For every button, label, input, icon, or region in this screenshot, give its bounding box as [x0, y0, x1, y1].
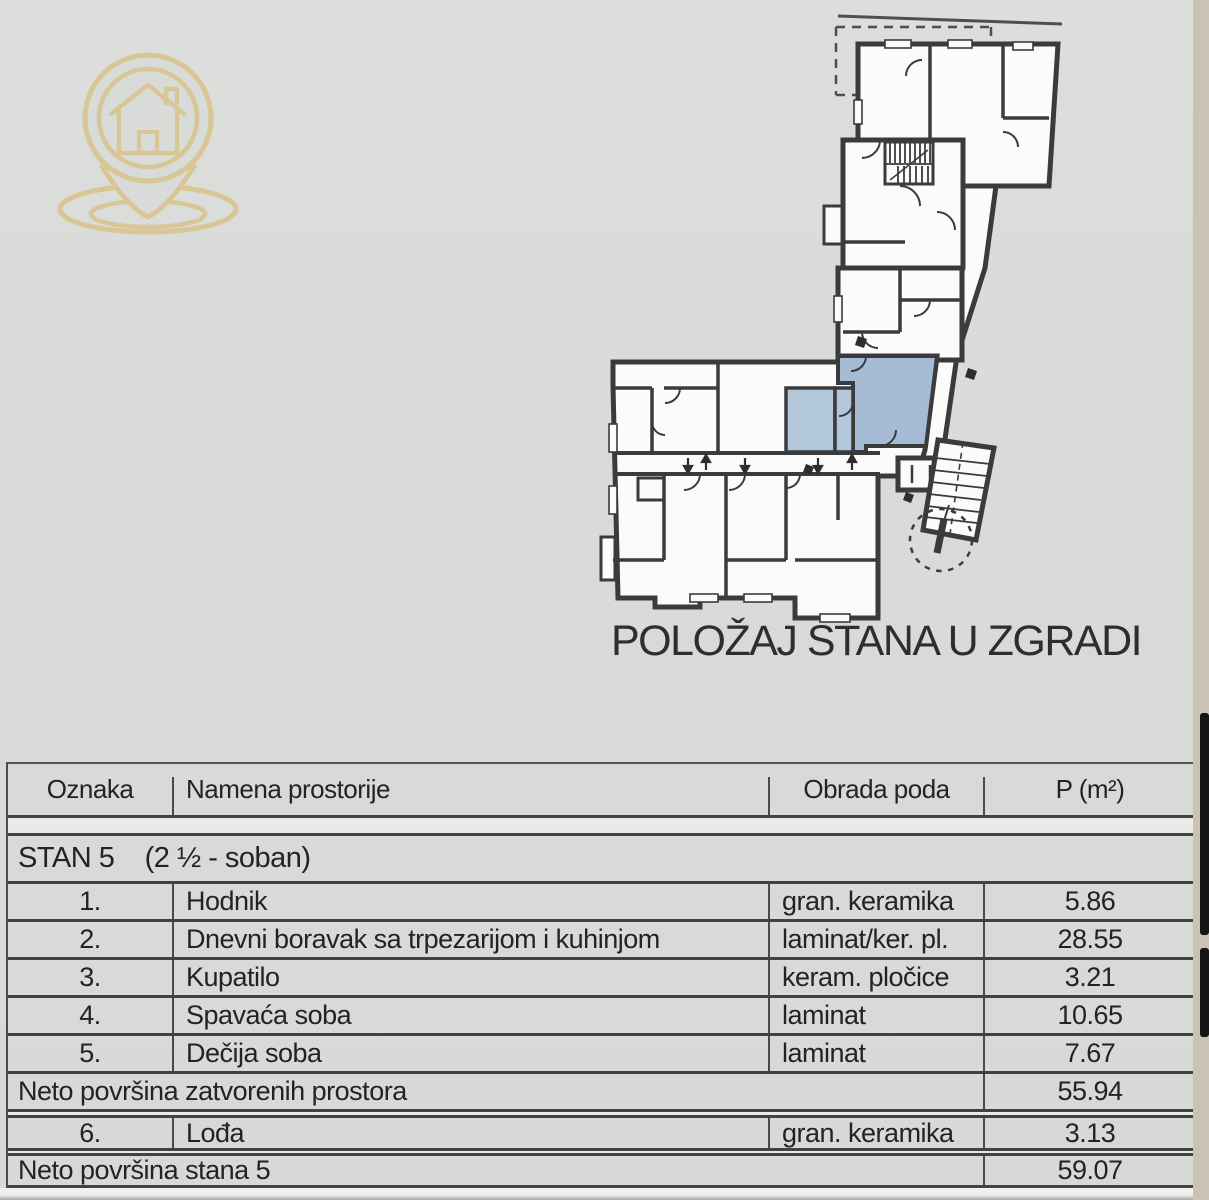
cell-area: 7.67	[1064, 1038, 1116, 1068]
building-outline	[601, 44, 1058, 618]
plan-caption: POLOŽAJ STANA U ZGRADI	[611, 617, 1142, 665]
cell-namena: Dnevni boravak sa trpezarijom i kuhinjom	[186, 924, 660, 954]
col-header-namena: Namena prostorije	[186, 774, 390, 804]
cell-obrada: laminat	[782, 1000, 866, 1030]
scan-edge-artifact	[1200, 713, 1209, 935]
subtotal-value: 55.94	[1057, 1076, 1123, 1106]
scan-edge-artifact	[1200, 948, 1209, 1037]
total-label: Neto površina stana 5	[18, 1155, 271, 1185]
table-row	[8, 1036, 1195, 1074]
cell-oznaka: 2.	[79, 924, 101, 954]
cell-namena: Lođa	[186, 1117, 245, 1148]
subtotal-row	[8, 1074, 1195, 1112]
table-row	[8, 1118, 1195, 1151]
cell-namena: Spavaća soba	[186, 1000, 352, 1030]
apartment-group-row: STAN 5 (2 ½ - soban)	[8, 836, 1195, 884]
cell-obrada: keram. pločice	[782, 962, 950, 992]
col-header-obrada: Obrada poda	[803, 774, 950, 804]
cell-oznaka: 5.	[79, 1038, 101, 1068]
scan-bottom-edge	[0, 1188, 1193, 1200]
cell-oznaka: 1.	[79, 886, 101, 916]
table-row	[8, 998, 1195, 1036]
cell-oznaka: 6.	[79, 1117, 101, 1148]
cell-namena: Hodnik	[186, 886, 268, 916]
logo-house-pin-icon	[60, 55, 236, 232]
cell-area: 10.65	[1057, 1000, 1123, 1030]
table-row	[8, 922, 1195, 960]
table-header-row	[8, 762, 1195, 818]
table-spacer-row	[8, 818, 1195, 836]
col-header-p: P (m²)	[1055, 774, 1125, 804]
cell-obrada: gran. keramika	[782, 1117, 954, 1148]
cell-area: 3.21	[1064, 962, 1116, 992]
table-row	[8, 960, 1195, 998]
cell-obrada: laminat/ker. pl.	[782, 924, 949, 954]
cell-obrada: laminat	[782, 1038, 866, 1068]
cell-area: 5.86	[1064, 886, 1116, 916]
total-row	[8, 1156, 1195, 1188]
cell-namena: Kupatilo	[186, 962, 280, 992]
cell-namena: Dečija soba	[186, 1038, 322, 1068]
exterior-stairs	[923, 440, 994, 540]
cell-oznaka: 3.	[79, 962, 101, 992]
subtotal-label: Neto površina zatvorenih prostora	[18, 1076, 407, 1106]
area-table	[6, 762, 1197, 1188]
col-header-oznaka: Oznaka	[46, 774, 134, 804]
cell-obrada: gran. keramika	[782, 886, 954, 916]
table-row	[8, 884, 1195, 922]
cell-area: 28.55	[1057, 924, 1123, 954]
cell-area: 3.13	[1064, 1117, 1116, 1148]
cell-oznaka: 4.	[79, 1000, 101, 1030]
total-value: 59.07	[1057, 1155, 1123, 1185]
